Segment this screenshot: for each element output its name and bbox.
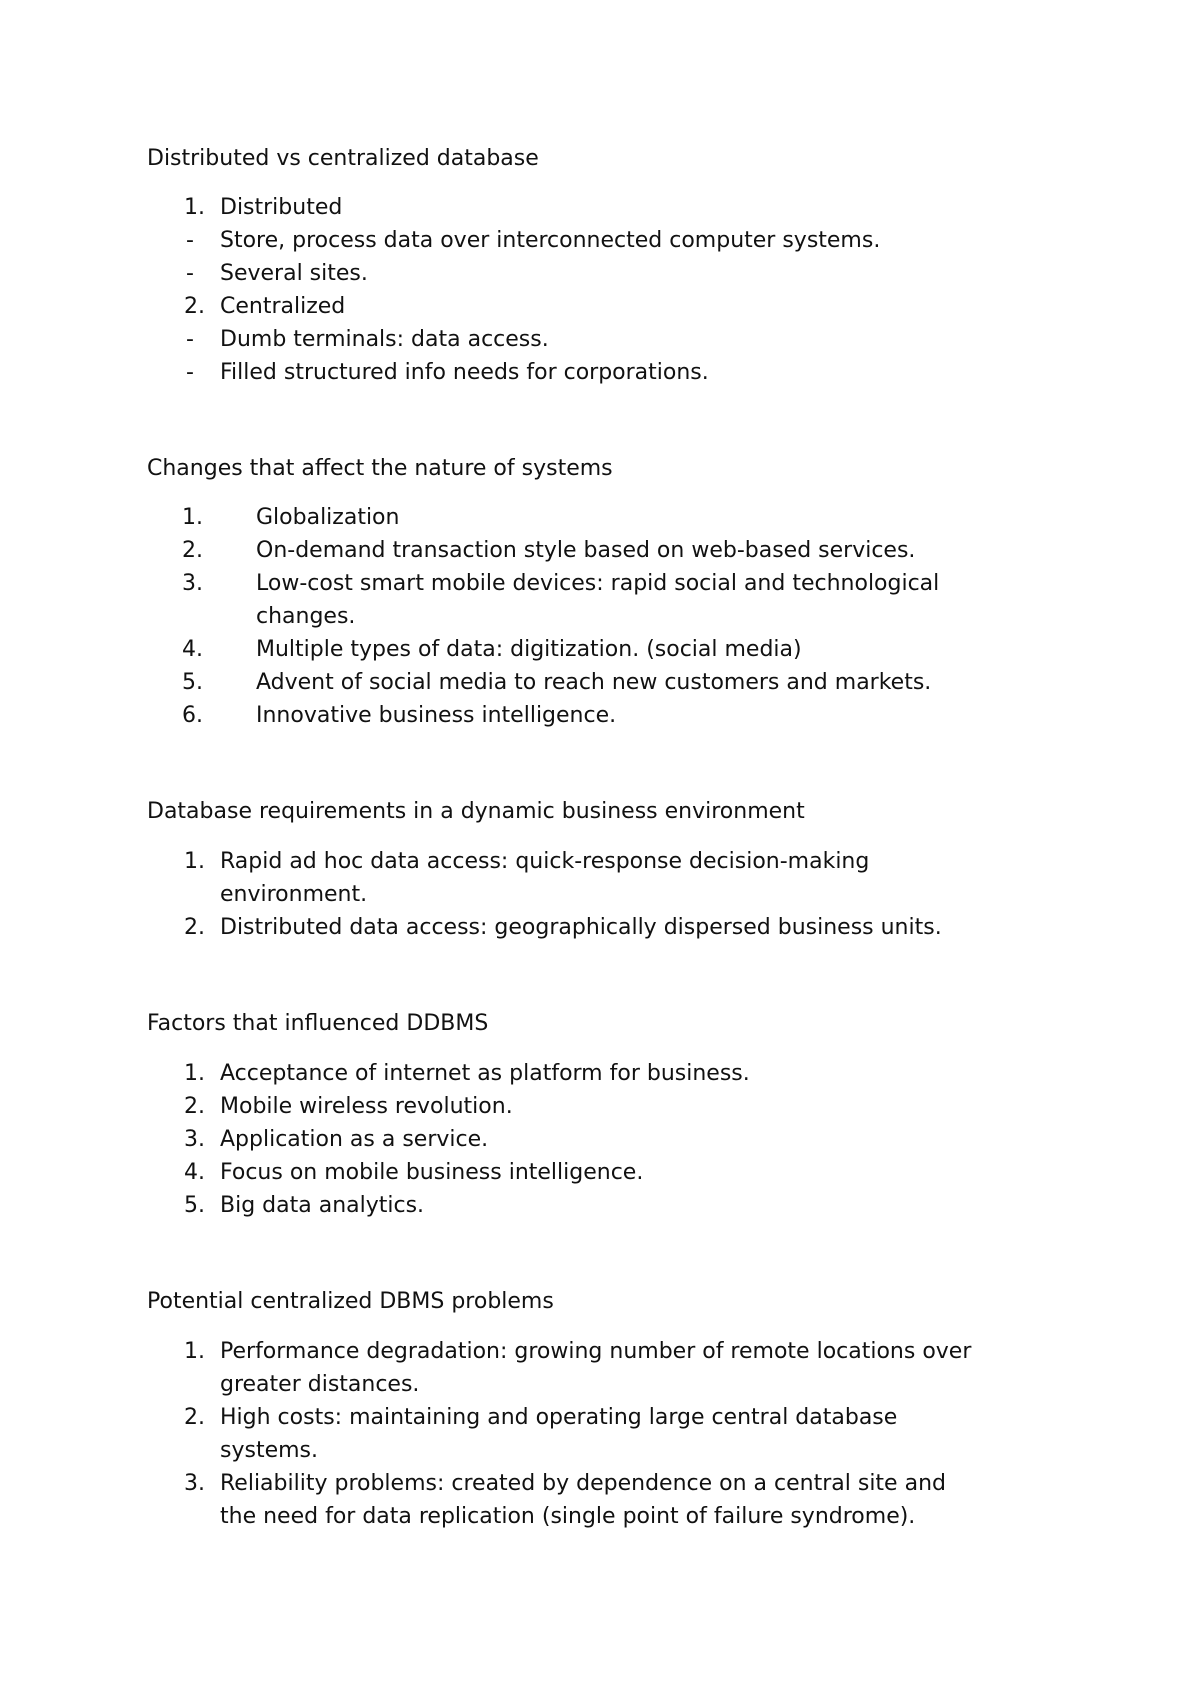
list-item: Distributed data access: geographically dispersed business units. xyxy=(220,915,942,940)
list-marker: 1. xyxy=(184,1339,205,1364)
list-marker: 5. xyxy=(182,670,203,695)
list-marker: 6. xyxy=(182,703,203,728)
list-marker: 4. xyxy=(182,637,203,662)
list-marker: 3. xyxy=(184,1127,205,1152)
list-item: Store, process data over interconnected computer systems. xyxy=(220,228,881,253)
list-marker: 2. xyxy=(182,538,203,563)
list-item-continuation: environment. xyxy=(220,882,368,907)
list-item: Advent of social media to reach new customers and markets. xyxy=(256,670,932,695)
section-heading: Distributed vs centralized database xyxy=(147,146,539,171)
section-heading: Database requirements in a dynamic business environment xyxy=(147,799,805,824)
list-item: Centralized xyxy=(220,294,346,319)
list-item: Big data analytics. xyxy=(220,1193,425,1218)
list-marker: - xyxy=(186,360,194,385)
list-item: Several sites. xyxy=(220,261,368,286)
list-item: High costs: maintaining and operating large central database xyxy=(220,1405,898,1430)
list-item-continuation: systems. xyxy=(220,1438,318,1463)
list-item: Dumb terminals: data access. xyxy=(220,327,549,352)
list-marker: 1. xyxy=(184,849,205,874)
section-heading: Changes that affect the nature of systems xyxy=(147,456,613,481)
section-heading: Factors that influenced DDBMS xyxy=(147,1011,489,1036)
list-marker: 5. xyxy=(184,1193,205,1218)
list-item-continuation: changes. xyxy=(256,604,356,629)
list-item: Mobile wireless revolution. xyxy=(220,1094,513,1119)
list-marker: 1. xyxy=(184,195,205,220)
list-item: Performance degradation: growing number of remote locations over xyxy=(220,1339,972,1364)
list-item: Multiple types of data: digitization. (social media) xyxy=(256,637,802,662)
section-heading: Potential centralized DBMS problems xyxy=(147,1289,554,1314)
list-marker: 2. xyxy=(184,294,205,319)
list-item: On-demand transaction style based on web-based services. xyxy=(256,538,916,563)
list-marker: 2. xyxy=(184,915,205,940)
list-item: Globalization xyxy=(256,505,400,530)
list-item: Filled structured info needs for corporations. xyxy=(220,360,709,385)
list-marker: 1. xyxy=(184,1061,205,1086)
list-item: Application as a service. xyxy=(220,1127,489,1152)
list-item: Acceptance of internet as platform for business. xyxy=(220,1061,750,1086)
list-item: Reliability problems: created by dependence on a central site and xyxy=(220,1471,946,1496)
list-marker: - xyxy=(186,261,194,286)
list-marker: 3. xyxy=(182,571,203,596)
list-marker: - xyxy=(186,228,194,253)
list-marker: - xyxy=(186,327,194,352)
list-marker: 2. xyxy=(184,1405,205,1430)
list-item-continuation: the need for data replication (single point of failure syndrome). xyxy=(220,1504,916,1529)
list-item: Distributed xyxy=(220,195,343,220)
list-marker: 3. xyxy=(184,1471,205,1496)
list-marker: 2. xyxy=(184,1094,205,1119)
list-item: Innovative business intelligence. xyxy=(256,703,617,728)
list-item: Rapid ad hoc data access: quick-response decision-making xyxy=(220,849,870,874)
list-item: Low-cost smart mobile devices: rapid social and technological xyxy=(256,571,940,596)
list-marker: 1. xyxy=(182,505,203,530)
list-item-continuation: greater distances. xyxy=(220,1372,420,1397)
list-item: Focus on mobile business intelligence. xyxy=(220,1160,644,1185)
list-marker: 4. xyxy=(184,1160,205,1185)
